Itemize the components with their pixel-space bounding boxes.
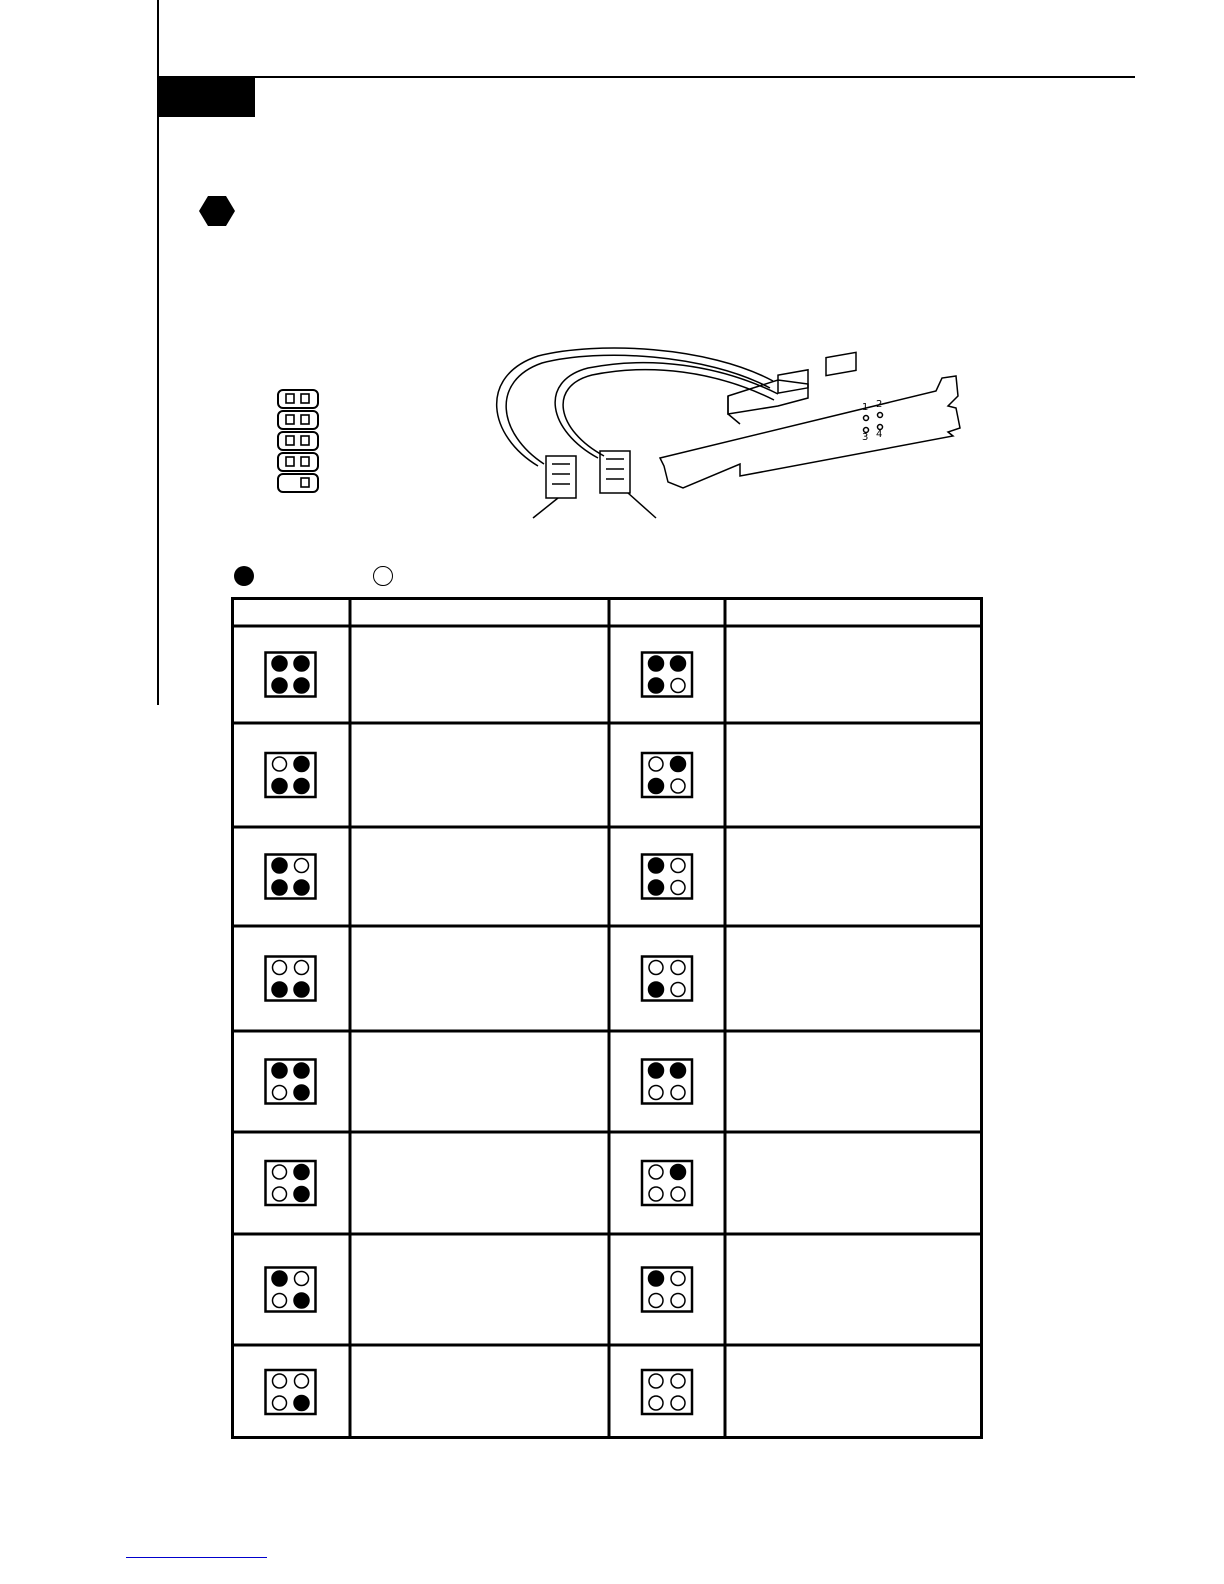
open-pin [649,1294,663,1308]
open-pin [671,1187,685,1201]
filled-pin [649,982,664,997]
filled-pin [294,1396,309,1411]
usb-pin-header-icon [276,388,322,494]
filled-pin [294,779,309,794]
open-pin [273,1294,287,1308]
open-pin [671,859,685,873]
filled-pin [294,757,309,772]
open-pin [671,1272,685,1286]
pin-pattern-right-7 [642,1268,692,1312]
filled-pin [294,1165,309,1180]
pin-pattern-left-3 [266,855,316,899]
open-pin [671,1374,685,1388]
filled-pin [671,1063,686,1078]
pin-pattern-table [231,597,983,1439]
open-pin [671,1396,685,1410]
filled-pin [649,656,664,671]
filled-pin [671,656,686,671]
filled-pin [649,858,664,873]
pin-pattern-left-1 [266,653,316,697]
footer-link-rule [126,1557,267,1558]
open-pin [671,961,685,975]
pin-pattern-right-6 [642,1161,692,1205]
filled-pin [649,880,664,895]
pin-pattern-right-4 [642,957,692,1001]
usb-bracket-cable-icon [478,336,978,521]
open-pin [273,961,287,975]
open-pin [295,1272,309,1286]
filled-pin [294,982,309,997]
filled-pin [272,858,287,873]
open-pin [649,1165,663,1179]
pin-pattern-right-5 [642,1060,692,1104]
pin-pattern-left-4 [266,957,316,1001]
pin-pattern-right-1 [642,653,692,697]
pin-pattern-right-8 [642,1370,692,1414]
open-pin [295,1374,309,1388]
bracket-label-2: 2 [876,399,883,410]
pin-pattern-left-2 [266,753,316,797]
filled-pin [272,779,287,794]
filled-pin [649,1271,664,1286]
filled-pin [671,1165,686,1180]
filled-pin [294,1063,309,1078]
open-pin [671,779,685,793]
legend-open-circle-icon [373,566,393,586]
filled-pin [649,1063,664,1078]
filled-pin [649,779,664,794]
open-pin [649,1374,663,1388]
open-pin [273,1165,287,1179]
filled-pin [294,656,309,671]
filled-pin [272,1063,287,1078]
open-pin [671,881,685,895]
filled-pin [272,1271,287,1286]
bracket-label-3: 3 [862,432,869,443]
open-pin [295,859,309,873]
open-pin [671,679,685,693]
open-pin [649,1396,663,1410]
open-pin [273,757,287,771]
filled-pin [272,656,287,671]
filled-pin [294,1085,309,1100]
filled-pin [272,880,287,895]
filled-pin [294,678,309,693]
filled-pin [294,880,309,895]
legend-filled-circle-icon [234,566,254,586]
filled-pin [272,982,287,997]
open-pin [649,961,663,975]
header-rule [157,76,1135,78]
open-pin [273,1187,287,1201]
filled-pin [294,1293,309,1308]
pin-pattern-left-5 [266,1060,316,1104]
bracket-label-1: 1 [862,402,869,413]
open-pin [649,1086,663,1100]
pin-pattern-right-2 [642,753,692,797]
filled-pin [649,678,664,693]
hexagon-bullet-icon [199,196,235,226]
open-pin [649,757,663,771]
open-pin [671,1086,685,1100]
chapter-tab [157,78,255,117]
bracket-label-4: 4 [876,429,883,440]
filled-pin [671,757,686,772]
open-pin [649,1187,663,1201]
pin-pattern-right-3 [642,855,692,899]
filled-pin [294,1187,309,1202]
open-pin [671,1294,685,1308]
filled-pin [272,678,287,693]
open-pin [273,1396,287,1410]
open-pin [273,1374,287,1388]
open-pin [295,961,309,975]
open-pin [273,1086,287,1100]
pin-pattern-left-7 [266,1268,316,1312]
pin-pattern-left-6 [266,1161,316,1205]
open-pin [671,983,685,997]
pin-pattern-left-8 [266,1370,316,1414]
